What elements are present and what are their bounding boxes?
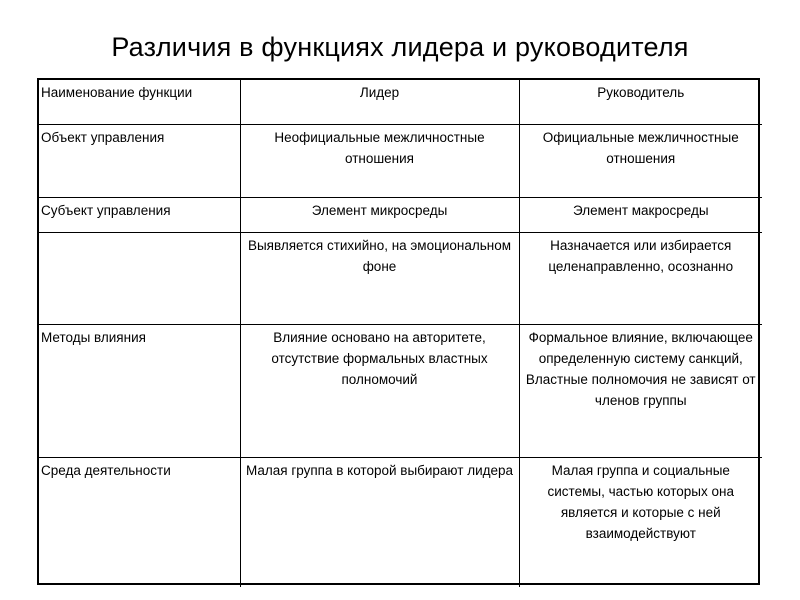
table-row: [39, 124, 762, 197]
row-label: Субъект управления: [39, 197, 240, 232]
row-label: Среда деятельности: [39, 457, 240, 587]
manager-cell: Малая группа и социальные системы, частью которых она является и которые с ней взаимодействуют: [519, 457, 762, 587]
leader-cell: Выявляется стихийно, на эмоциональном фоне: [240, 232, 519, 324]
manager-cell: Формальное влияние, включающее определенную систему санкций, Властные полномочия не зависят от членов группы: [519, 324, 762, 457]
row-label: Методы влияния: [39, 324, 240, 457]
table-row: [39, 232, 762, 324]
row-label: Объект управления: [39, 124, 240, 197]
leader-cell: Неофициальные межличностные отношения: [240, 124, 519, 197]
table-row: [39, 197, 762, 232]
row-label: [39, 232, 240, 324]
leader-cell: Элемент микросреды: [240, 197, 519, 232]
table-header-row: [39, 80, 762, 124]
comparison-table: [37, 78, 760, 585]
manager-cell: Назначается или избирается целенаправленно, осознанно: [519, 232, 762, 324]
header-cell-manager: Руководитель: [519, 80, 762, 124]
header-cell-function-name: Наименование функции: [39, 80, 240, 124]
table-row: [39, 324, 762, 457]
manager-cell: Официальные межличностные отношения: [519, 124, 762, 197]
table-row: [39, 457, 762, 587]
page-title: Различия в функциях лидера и руководителя: [111, 32, 689, 62]
manager-cell: Элемент макросреды: [519, 197, 762, 232]
header-cell-leader: Лидер: [240, 80, 519, 124]
leader-cell: Влияние основано на авторитете, отсутствие формальных властных полномочий: [240, 324, 519, 457]
leader-cell: Малая группа в которой выбирают лидера: [240, 457, 519, 587]
